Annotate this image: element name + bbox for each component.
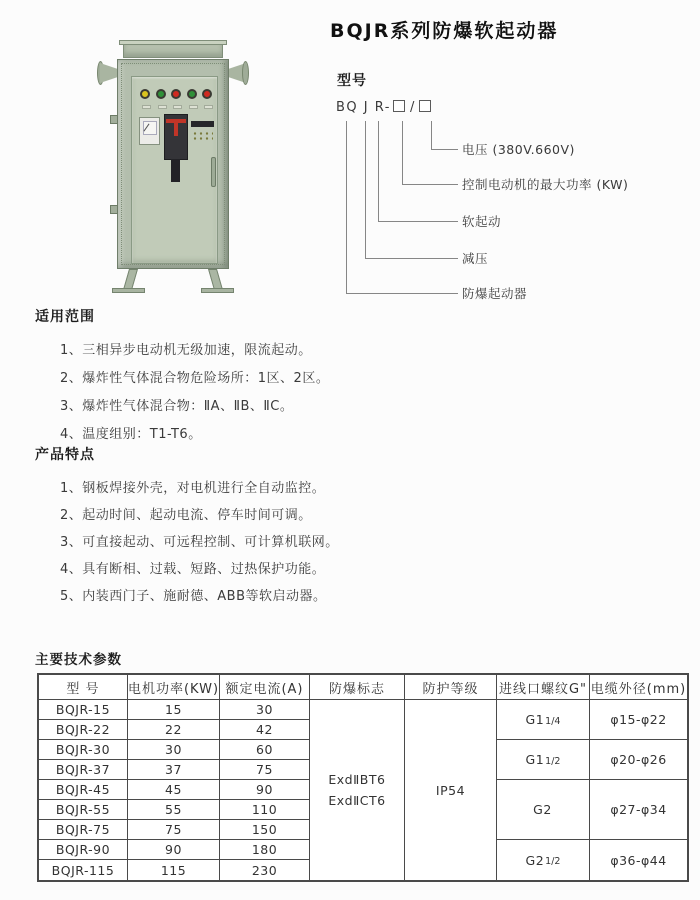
col-header-protection: 防护等级	[405, 675, 497, 700]
scope-item: 2、爆炸性气体混合物危险场所：1区、2区。	[60, 371, 330, 386]
indicator-light-green-2	[187, 89, 197, 99]
model-label-max-power: 控制电动机的最大功率 (KW)	[462, 177, 629, 192]
cabinet-foot-base-left	[112, 288, 145, 293]
diagram-line	[365, 258, 458, 259]
scope-section	[35, 306, 329, 449]
diagram-line	[402, 121, 403, 184]
table-cell-model: BQJR-55	[39, 800, 128, 820]
table-cell-thread	[497, 740, 590, 780]
diagram-line	[346, 121, 347, 293]
model-code-diagram	[330, 100, 698, 305]
model-section-heading: 型号	[337, 73, 367, 89]
col-header-thread: 进线口螺纹G"	[497, 675, 590, 700]
table-cell-model: BQJR-30	[39, 740, 128, 760]
scope-heading: 适用范围	[35, 309, 95, 325]
table-cell-power: 90	[128, 840, 220, 860]
diagram-line	[431, 121, 432, 149]
cabinet-top-cap	[123, 44, 223, 58]
page-title: BQJR系列防爆软起动器	[330, 20, 559, 42]
diagram-line	[365, 121, 366, 258]
model-label-exstarter: 防爆起动器	[462, 286, 528, 301]
indicator-light-red-2	[202, 89, 212, 99]
model-label-voltage: 电压 (380V.660V)	[462, 142, 575, 157]
table-cell-model: BQJR-115	[39, 860, 128, 880]
feature-item: 2、起动时间、起动电流、停车时间可调。	[60, 508, 312, 523]
table-cell-ex-mark	[310, 700, 405, 880]
feature-item: 1、钢板焊接外壳，对电机进行全自动监控。	[60, 481, 326, 496]
indicator-light-yellow	[140, 89, 150, 99]
thread-main: G1	[525, 712, 545, 727]
diagram-line	[431, 149, 458, 150]
table-cell-current: 90	[220, 780, 310, 800]
ex-mark-line2: ExdⅡCT6	[328, 793, 386, 808]
scope-item: 4、温度组别：T1-T6。	[60, 427, 202, 442]
table-cell-power: 115	[128, 860, 220, 880]
table-cell-thread	[497, 780, 590, 840]
table-heading: 主要技术参数	[35, 652, 122, 668]
features-heading: 产品特点	[35, 447, 95, 463]
door-hinge	[110, 115, 118, 124]
table-cell-power: 55	[128, 800, 220, 820]
table-cell-cable: φ36-φ44	[610, 852, 667, 868]
table-cell-cable: φ15-φ22	[590, 700, 687, 740]
thread-main: G2	[533, 802, 552, 817]
breaker-switch	[164, 114, 188, 160]
table-cell-current: 110	[220, 800, 310, 820]
spec-table	[37, 673, 689, 882]
light-label-tag	[158, 105, 167, 109]
panel-buttons	[192, 131, 213, 141]
table-cell-current: 60	[220, 740, 310, 760]
features-section	[35, 444, 339, 610]
col-header-power: 电机功率(KW)	[128, 675, 220, 700]
model-code-box-power	[393, 100, 405, 112]
cabinet-foot-base-right	[201, 288, 234, 293]
light-label-tag	[204, 105, 213, 109]
indicator-light-red	[171, 89, 181, 99]
door-hinge	[110, 205, 118, 214]
cabinet-foot-right	[208, 269, 223, 290]
table-cell-power: 30	[128, 740, 220, 760]
model-code-prefix: BQ J R-	[336, 100, 391, 115]
table-cell-model: BQJR-22	[39, 720, 128, 740]
breaker-handle	[171, 159, 180, 182]
table-cell-model: BQJR-15	[39, 700, 128, 720]
table-cell-current: 75	[220, 760, 310, 780]
col-header-model: 型 号	[39, 675, 128, 700]
scope-item: 1、三相异步电动机无级加速，限流起动。	[60, 343, 312, 358]
table-cell-cable: φ27-φ34	[590, 780, 687, 840]
table-cell-model: BQJR-37	[39, 760, 128, 780]
thread-main: G1	[525, 752, 545, 767]
panel-display	[191, 121, 214, 127]
col-header-ex-mark: 防爆标志	[310, 675, 405, 700]
table-cell-power: 22	[128, 720, 220, 740]
col-header-cable: 电缆外径(mm)	[590, 675, 687, 700]
cabinet-foot-left	[123, 269, 138, 290]
table-cell-model: BQJR-90	[39, 840, 128, 860]
table-cell-model: BQJR-75	[39, 820, 128, 840]
door-handle	[211, 157, 216, 187]
thread-frac: 1/2	[545, 755, 561, 767]
indicator-light-green	[156, 89, 166, 99]
table-cell-cable: φ20-φ26	[590, 740, 687, 780]
diagram-line	[378, 121, 379, 221]
light-label-tag	[189, 105, 198, 109]
table-cell-thread	[497, 700, 590, 740]
light-label-tag	[142, 105, 151, 109]
diagram-line	[402, 184, 458, 185]
feature-item: 4、具有断相、过载、短路、过热保护功能。	[60, 562, 326, 577]
product-photo	[95, 30, 255, 300]
feature-item: 5、内装西门子、施耐德、ABB等软启动器。	[60, 589, 327, 604]
scope-item: 3、爆炸性气体混合物：ⅡA、ⅡB、ⅡC。	[60, 399, 294, 414]
col-header-current: 额定电流(A)	[220, 675, 310, 700]
table-cell-power: 37	[128, 760, 220, 780]
table-cell-current: 30	[220, 700, 310, 720]
diagram-line	[346, 293, 458, 294]
table-cell-current: 150	[220, 820, 310, 840]
table-cell-current: 230	[220, 860, 310, 880]
model-code-slash: /	[409, 100, 416, 115]
table-cell-current: 180	[220, 840, 310, 860]
table-cell-current: 42	[220, 720, 310, 740]
feature-item: 3、可直接起动、可远程控制、可计算机联网。	[60, 535, 339, 550]
diagram-line	[378, 221, 458, 222]
table-cell-power: 15	[128, 700, 220, 720]
light-label-tag	[173, 105, 182, 109]
ex-mark-line1: ExdⅡBT6	[328, 772, 386, 787]
model-label-softstart: 软起动	[462, 214, 502, 229]
model-code	[336, 100, 431, 115]
thread-main: G2	[525, 852, 545, 868]
table-cell-power: 45	[128, 780, 220, 800]
table-cell-thread	[497, 840, 590, 880]
panel-meter	[139, 117, 160, 145]
table-cell-power: 75	[128, 820, 220, 840]
model-code-box-voltage	[419, 100, 431, 112]
breaker-red-stick	[174, 123, 178, 136]
table-cell-protection: IP54	[405, 700, 497, 880]
table-cell-model: BQJR-45	[39, 780, 128, 800]
thread-frac: 1/2	[545, 856, 561, 867]
cable-entry-right-icon	[242, 61, 249, 85]
model-label-reduced: 减压	[462, 251, 489, 266]
thread-frac: 1/4	[545, 715, 561, 727]
